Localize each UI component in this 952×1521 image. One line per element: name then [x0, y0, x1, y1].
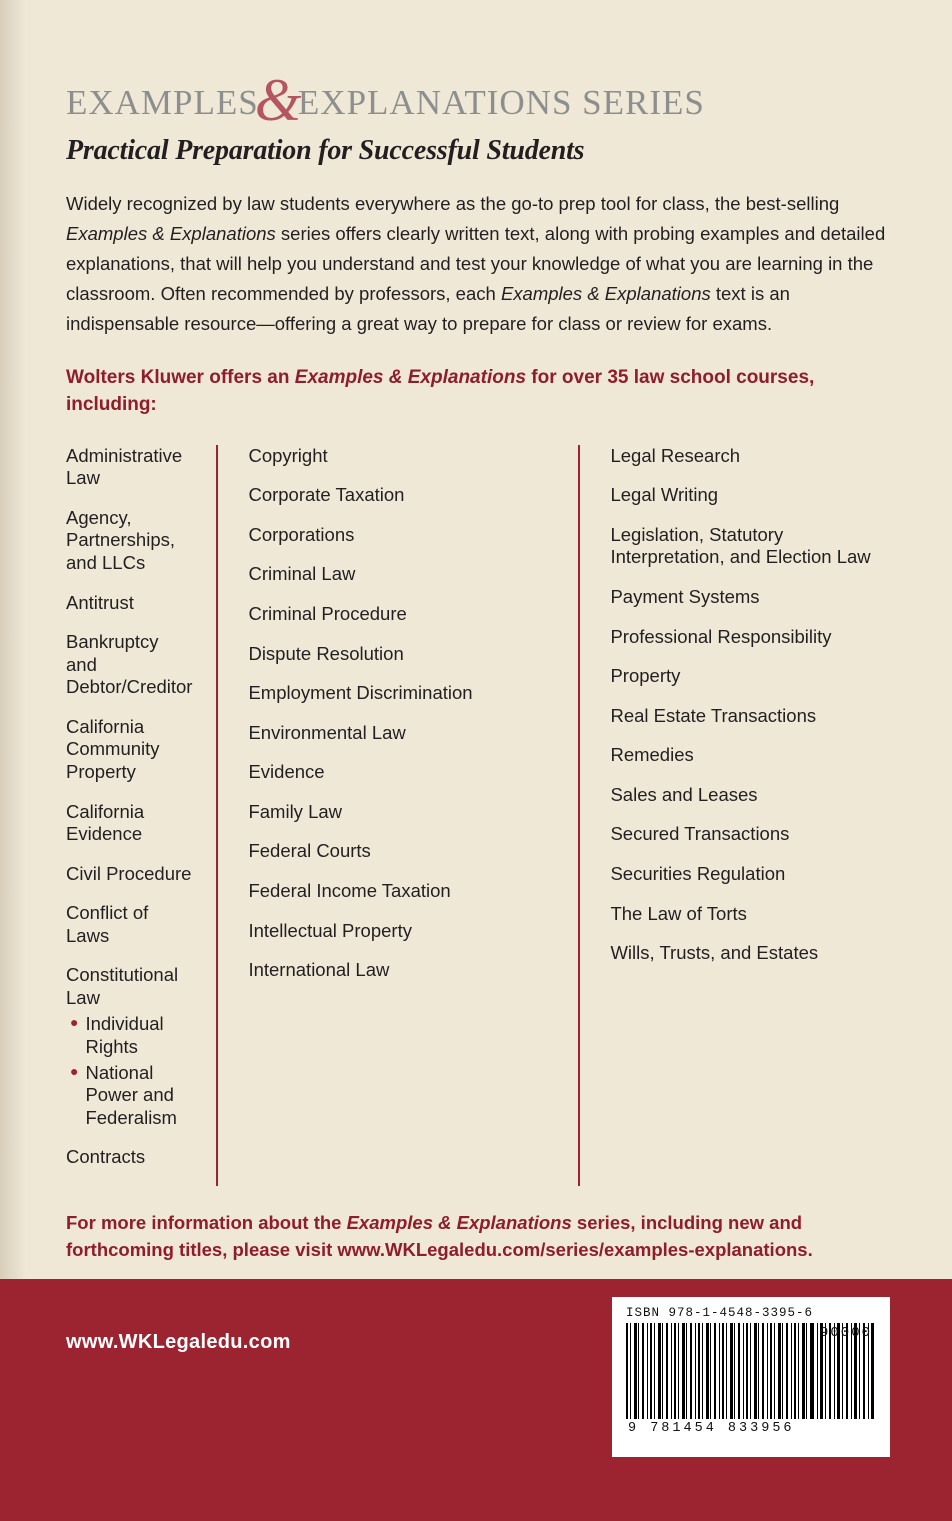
list-item: Property	[610, 665, 681, 687]
series-masthead	[66, 67, 886, 133]
list-item: Contracts	[66, 1146, 146, 1168]
series-description	[66, 189, 886, 339]
masthead-word-explanations-series: EXPLANATIONS SERIES	[297, 83, 705, 122]
course-column-3	[578, 445, 914, 1186]
list-item: International Law	[248, 959, 390, 981]
list-item: Civil Procedure	[66, 862, 192, 884]
list-item: Payment Systems	[610, 586, 760, 608]
list-item: Sales and Leases	[610, 783, 758, 805]
list-item: The Law of Torts	[610, 902, 747, 924]
isbn-text: ISBN 978-1-4548-3395-6	[626, 1306, 814, 1321]
list-item: Remedies	[610, 744, 694, 766]
list-item: Intellectual Property	[248, 919, 412, 941]
footnote-part-1: For more information about the	[66, 1211, 347, 1233]
list-item: Securities Regulation	[610, 862, 786, 884]
bullet-icon: ●	[70, 1014, 79, 1031]
more-information-note	[66, 1210, 886, 1280]
list-subitem	[70, 1013, 192, 1058]
blurb-italic-2: Examples & Explanations	[500, 282, 711, 304]
list-item: Employment Discrimination	[248, 682, 473, 704]
list-item: Federal Income Taxation	[248, 879, 451, 901]
list-item: Secured Transactions	[610, 823, 790, 845]
blurb-part-2: series offers clearly written text, along with probing examples and detailed explanations, that will help you understand and test your knowledge of what you are learning in the classroom. Often recommended by professors, each	[66, 222, 886, 304]
list-item: Environmental Law	[248, 721, 406, 743]
list-item: Corporations	[248, 523, 355, 545]
list-item: Corporate Taxation	[248, 484, 405, 506]
list-item: Wills, Trusts, and Estates	[610, 942, 819, 964]
barcode-bars	[622, 1323, 880, 1419]
offer-heading	[66, 365, 886, 419]
list-item: Legal Writing	[610, 484, 719, 506]
list-item: Professional Responsibility	[610, 625, 832, 647]
footnote-italic-1: Examples & Explanations	[346, 1211, 572, 1233]
course-columns	[66, 445, 886, 1186]
bullet-icon: ●	[70, 1062, 79, 1079]
list-item: California Evidence	[66, 800, 145, 845]
list-item: Bankruptcy and Debtor/Creditor	[66, 631, 193, 698]
offer-part-2: for over 35 law school courses, including:	[66, 366, 815, 415]
masthead-word-examples: EXAMPLES	[66, 83, 259, 122]
footer-band	[0, 1279, 952, 1521]
blurb-part-3: text is an indispensable resource—offering a great way to prepare for class or review for exams.	[66, 282, 790, 334]
footnote-part-2: series, including new and forthcoming titles, please visit www.WKLegaledu.com/series/examples-explanations.	[66, 1211, 813, 1260]
list-item: Conflict of Laws	[66, 902, 149, 946]
price-code-text: 90000	[819, 1325, 872, 1342]
list-item: Agency, Partnerships, and LLCs	[66, 506, 175, 574]
list-subitem-label: National Power and Federalism	[85, 1061, 177, 1128]
list-item: Family Law	[248, 800, 343, 822]
barcode-main-bars	[626, 1323, 812, 1419]
tagline: Practical Preparation for Successful Students	[66, 135, 585, 166]
offer-part-1: Wolters Kluwer offers an	[66, 366, 295, 388]
course-column-2	[216, 445, 578, 1186]
ean-digits: 9 781454 833956	[628, 1421, 795, 1437]
blurb-italic-1: Examples & Explanations	[66, 222, 276, 244]
masthead-ampersand: &	[254, 67, 302, 133]
list-item: Real Estate Transactions	[610, 704, 817, 726]
list-item: Dispute Resolution	[248, 642, 404, 664]
list-subitem-label: Individual Rights	[85, 1013, 164, 1058]
list-item: Criminal Law	[248, 563, 356, 585]
barcode-block	[612, 1297, 890, 1457]
list-item: California Community Property	[66, 715, 160, 782]
list-item: Antitrust	[66, 591, 134, 613]
list-item: Administrative Law	[66, 444, 183, 489]
list-item: Legal Research	[610, 444, 741, 466]
list-subitem	[70, 1062, 192, 1130]
list-item: Copyright	[248, 444, 328, 466]
list-item: Criminal Procedure	[248, 603, 407, 625]
offer-italic-1: Examples & Explanations	[294, 366, 527, 388]
list-item: Federal Courts	[248, 840, 371, 862]
list-item: Constitutional Law	[66, 964, 179, 1008]
list-item: Evidence	[248, 761, 325, 783]
list-item: Legislation, Statutory Interpretation, and Election Law	[610, 523, 871, 568]
publisher-url[interactable]: www.WKLegaledu.com	[66, 1331, 291, 1354]
course-column-1	[66, 445, 216, 1186]
blurb-part-1: Widely recognized by law students everywhere as the go-to prep tool for class, the best-selling	[66, 193, 840, 214]
